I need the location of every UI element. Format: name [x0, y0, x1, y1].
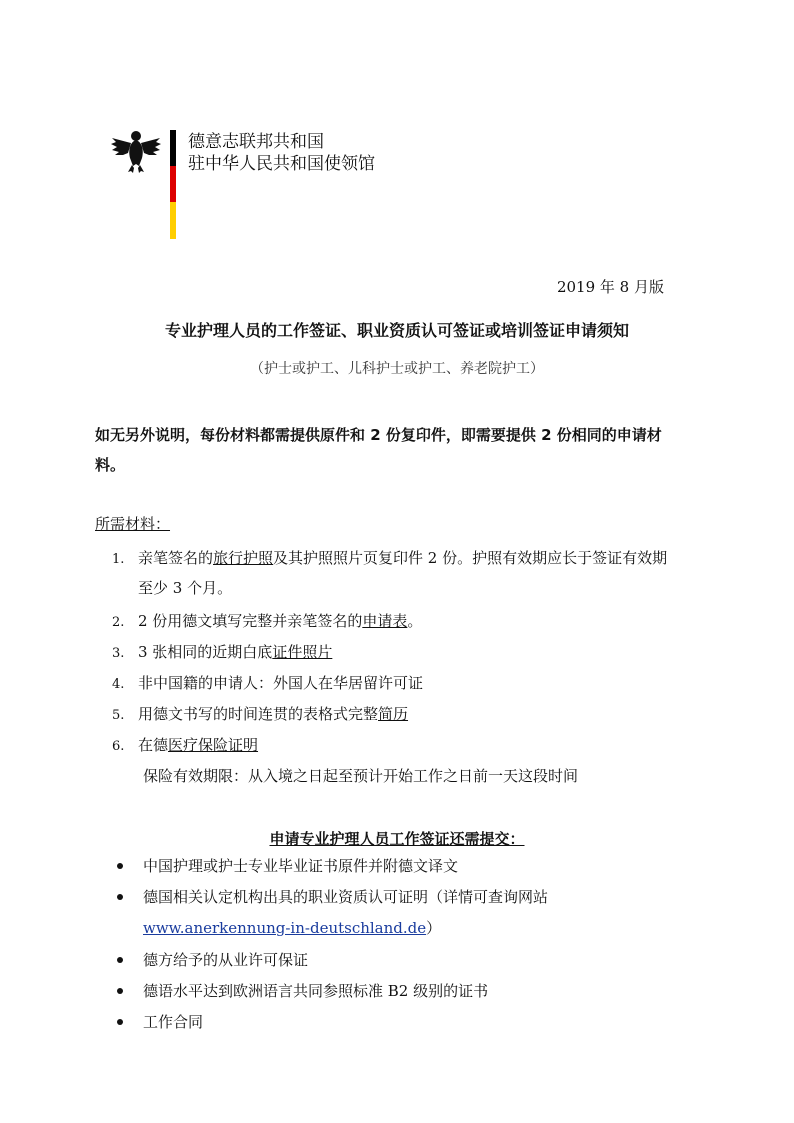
- photo-link[interactable]: 证件照片: [272, 643, 333, 661]
- bullet-item: 德国相关认定机构出具的职业资质认可证明（详情可查询网站: [143, 888, 549, 906]
- list-item: 用德文书写的时间连贯的表格式完整简历: [138, 705, 409, 723]
- flag-gold-stripe: [170, 202, 176, 239]
- embassy-name-line1: 德意志联邦共和国: [188, 132, 324, 152]
- edition-date: 2019 年 8 月版: [556, 278, 664, 296]
- bullet-item: 德语水平达到欧洲语言共同参照标准 B2 级别的证书: [143, 982, 489, 1000]
- bullet-item: 中国护理或护士专业毕业证书原件并附德文译文: [143, 857, 459, 875]
- bullet-item: 德方给予的从业许可保证: [143, 951, 309, 969]
- list-number: 1.: [112, 552, 125, 567]
- flag-black-stripe: [170, 130, 176, 166]
- list-number: 2.: [112, 615, 125, 630]
- bullet-item: 工作合同: [143, 1013, 204, 1031]
- list-item: 2 份用德文填写完整并亲笔签名的申请表。: [138, 612, 423, 630]
- list-item: 亲笔签名的旅行护照及其护照照片页复印件 2 份。护照有效期应长于签证有效期: [138, 549, 668, 567]
- embassy-name-line2: 驻中华人民共和国使领馆: [188, 154, 375, 174]
- passport-link[interactable]: 旅行护照: [213, 549, 274, 567]
- notice-line1: 如无另外说明，每份材料都需提供原件和 2 份复印件，即需要提供 2 份相同的申请材: [95, 426, 662, 444]
- insurance-link[interactable]: 医疗保险证明: [168, 736, 259, 754]
- bullet-icon: [117, 988, 123, 994]
- bullet-icon: [117, 863, 123, 869]
- list-number: 6.: [112, 739, 125, 754]
- list-item: 3 张相同的近期白底证件照片: [138, 643, 333, 661]
- bullet-icon: [117, 1019, 123, 1025]
- list-item: 非中国籍的申请人：外国人在华居留许可证: [138, 674, 424, 692]
- anerkennung-website-link[interactable]: www.anerkennung-in-deutschland.de: [143, 919, 427, 937]
- cv-link[interactable]: 简历: [378, 705, 409, 723]
- list-item: 在德医疗保险证明: [138, 736, 259, 754]
- list-number: 3.: [112, 646, 125, 661]
- list-number: 5.: [112, 708, 125, 723]
- required-materials-heading: 所需材料：: [95, 515, 171, 533]
- list-number: 4.: [112, 677, 125, 692]
- list-item-continuation: 保险有效期限：从入境之日起至预计开始工作之日前一天这段时间: [143, 767, 579, 785]
- federal-eagle-icon: [110, 128, 162, 174]
- document-subtitle: （护士或护工、儿科护士或护工、养老院护工）: [250, 361, 544, 377]
- work-visa-heading: 申请专业护理人员工作签证还需提交：: [269, 830, 525, 848]
- application-form-link[interactable]: 申请表: [362, 612, 408, 630]
- bullet-icon: [117, 957, 123, 963]
- bullet-icon: [117, 894, 123, 900]
- list-item-continuation: 至少 3 个月。: [138, 579, 233, 597]
- flag-red-stripe: [170, 166, 176, 202]
- german-flag-bar: [170, 130, 176, 239]
- document-title: 专业护理人员的工作签证、职业资质认可签证或培训签证申请须知: [164, 321, 629, 340]
- bullet-item-continuation: www.anerkennung-in-deutschland.de）: [143, 919, 442, 937]
- notice-line2: 料。: [95, 456, 126, 474]
- copies-notice: [95, 420, 705, 480]
